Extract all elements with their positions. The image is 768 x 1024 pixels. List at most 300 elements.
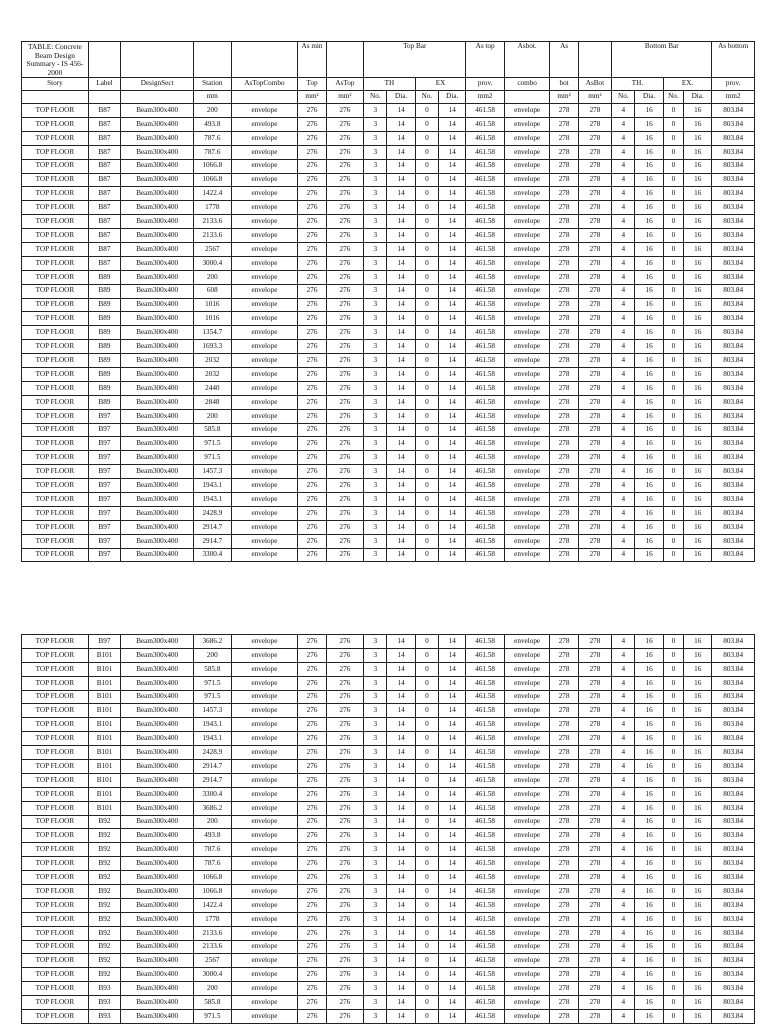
table-row — [22, 718, 755, 732]
cell-bot-th-dia: 16 — [635, 648, 663, 662]
cell-top-th-no: 3 — [364, 732, 387, 746]
cell-asbot: 278 — [578, 857, 611, 871]
cell-astop: 276 — [326, 843, 363, 857]
cell-astop: 276 — [326, 898, 363, 912]
cell-label: B97 — [88, 493, 120, 507]
cell-asbot: 278 — [578, 312, 611, 326]
cell-asbot: 278 — [578, 354, 611, 368]
cell-as-bot: 278 — [550, 367, 578, 381]
cell-top-ex-dia: 14 — [439, 437, 466, 451]
cell-astop-combo: envelope — [231, 340, 298, 354]
table-row — [22, 117, 755, 131]
cell-story: TOP FLOOR — [22, 201, 89, 215]
cell-top-th-dia: 14 — [387, 954, 415, 968]
cell-bot-ex-no: 0 — [663, 885, 683, 899]
cell-top-ex-no: 0 — [415, 548, 438, 562]
cell-design-sect: Beam300x400 — [121, 520, 194, 534]
table-row — [22, 982, 755, 996]
cell-top-ex-dia: 14 — [439, 843, 466, 857]
cell-asbot: 278 — [578, 326, 611, 340]
cell-astop: 276 — [326, 648, 363, 662]
cell-top-ex-no: 0 — [415, 690, 438, 704]
cell-asbot-combo: envelope — [504, 676, 550, 690]
cell-asbot-combo: envelope — [504, 506, 550, 520]
col-prov-bottom: prov. — [712, 78, 755, 91]
cell-astop-prov: 461.58 — [466, 746, 504, 760]
table-title: TABLE: Concrete Beam Design Summary - IS 456-2000 — [22, 42, 89, 78]
cell-astop-prov: 461.58 — [466, 801, 504, 815]
col-design-sect: DesignSect — [121, 78, 194, 91]
cell-asbot: 278 — [578, 145, 611, 159]
cell-label: B89 — [88, 284, 120, 298]
cell-asbot: 278 — [578, 676, 611, 690]
cell-bot-ex-no: 0 — [663, 898, 683, 912]
cell-top-th-dia: 14 — [387, 465, 415, 479]
cell-top-th-no: 3 — [364, 451, 387, 465]
table-row — [22, 493, 755, 507]
cell-as-bot: 278 — [550, 843, 578, 857]
cell-asbot-combo: envelope — [504, 479, 550, 493]
cell-asbot: 278 — [578, 534, 611, 548]
cell-top-th-no: 3 — [364, 465, 387, 479]
cell-as-bot: 278 — [550, 270, 578, 284]
cell-asbot-prov: 803.84 — [712, 256, 755, 270]
cell-station: 2914.7 — [194, 520, 231, 534]
cell-top-ex-dia: 14 — [439, 367, 466, 381]
cell-top-ex-dia: 14 — [439, 187, 466, 201]
cell-station: 493.8 — [194, 117, 231, 131]
cell-top-ex-no: 0 — [415, 354, 438, 368]
cell-as-bot: 278 — [550, 381, 578, 395]
cell-station: 1943.1 — [194, 493, 231, 507]
cell-station: 971.5 — [194, 676, 231, 690]
cell-top-ex-dia: 14 — [439, 173, 466, 187]
cell-bot-ex-no: 0 — [663, 520, 683, 534]
cell-top-ex-no: 0 — [415, 857, 438, 871]
cell-label: B97 — [88, 520, 120, 534]
cell-asbot-prov: 803.84 — [712, 187, 755, 201]
cell-astop-prov: 461.58 — [466, 704, 504, 718]
cell-bot-ex-dia: 16 — [684, 857, 712, 871]
cell-station: 493.8 — [194, 829, 231, 843]
cell-top-ex-no: 0 — [415, 395, 438, 409]
cell-top-th-no: 3 — [364, 270, 387, 284]
cell-label: B89 — [88, 354, 120, 368]
cell-astop-prov: 461.58 — [466, 187, 504, 201]
cell-top-ex-dia: 14 — [439, 773, 466, 787]
cell-top-th-no: 3 — [364, 506, 387, 520]
col-bot: bot — [550, 78, 578, 91]
cell-bot-ex-no: 0 — [663, 340, 683, 354]
cell-top-th-no: 3 — [364, 479, 387, 493]
cell-label: B92 — [88, 871, 120, 885]
cell-bot-ex-dia: 16 — [684, 187, 712, 201]
cell-as-min: 276 — [298, 131, 326, 145]
cell-bot-th-dia: 16 — [635, 662, 663, 676]
cell-astop-prov: 461.58 — [466, 760, 504, 774]
cell-astop: 276 — [326, 104, 363, 118]
cell-bot-ex-dia: 16 — [684, 940, 712, 954]
cell-label: B101 — [88, 787, 120, 801]
cell-top-th-dia: 14 — [387, 340, 415, 354]
cell-story: TOP FLOOR — [22, 1010, 89, 1024]
cell-label: B89 — [88, 340, 120, 354]
cell-astop-prov: 461.58 — [466, 312, 504, 326]
cell-label: B87 — [88, 215, 120, 229]
cell-asbot-prov: 803.84 — [712, 926, 755, 940]
cell-story: TOP FLOOR — [22, 635, 89, 649]
cell-astop-prov: 461.58 — [466, 635, 504, 649]
cell-story: TOP FLOOR — [22, 312, 89, 326]
cell-bot-th-no: 4 — [612, 145, 635, 159]
cell-asbot-prov: 803.84 — [712, 954, 755, 968]
cell-asbot-combo: envelope — [504, 298, 550, 312]
cell-bot-ex-dia: 16 — [684, 381, 712, 395]
table-row — [22, 885, 755, 899]
cell-bot-ex-dia: 16 — [684, 159, 712, 173]
cell-as-min: 276 — [298, 256, 326, 270]
cell-bot-th-dia: 16 — [635, 340, 663, 354]
cell-astop-prov: 461.58 — [466, 284, 504, 298]
cell-story: TOP FLOOR — [22, 548, 89, 562]
unit-cell: mm² — [550, 91, 578, 104]
cell-astop-prov: 461.58 — [466, 662, 504, 676]
cell-top-th-dia: 14 — [387, 187, 415, 201]
cell-label: B101 — [88, 718, 120, 732]
cell-as-min: 276 — [298, 409, 326, 423]
cell-story: TOP FLOOR — [22, 242, 89, 256]
cell-top-th-dia: 14 — [387, 1010, 415, 1024]
cell-label: B87 — [88, 173, 120, 187]
cell-top-ex-dia: 14 — [439, 409, 466, 423]
cell-design-sect: Beam300x400 — [121, 215, 194, 229]
cell-top-th-dia: 14 — [387, 479, 415, 493]
cell-asbot: 278 — [578, 104, 611, 118]
cell-as-min: 276 — [298, 451, 326, 465]
cell-as-min: 276 — [298, 843, 326, 857]
cell-top-ex-no: 0 — [415, 506, 438, 520]
cell-bot-ex-dia: 16 — [684, 493, 712, 507]
cell-top-th-dia: 14 — [387, 298, 415, 312]
cell-asbot-combo: envelope — [504, 801, 550, 815]
cell-story: TOP FLOOR — [22, 117, 89, 131]
cell-design-sect: Beam300x400 — [121, 423, 194, 437]
cell-astop-combo: envelope — [231, 145, 298, 159]
cell-top-th-no: 3 — [364, 229, 387, 243]
cell-label: B87 — [88, 159, 120, 173]
cell-astop: 276 — [326, 201, 363, 215]
cell-top-th-no: 3 — [364, 256, 387, 270]
cell-as-min: 276 — [298, 548, 326, 562]
cell-label: B93 — [88, 996, 120, 1010]
cell-astop: 276 — [326, 187, 363, 201]
cell-asbot-prov: 803.84 — [712, 159, 755, 173]
cell-asbot: 278 — [578, 367, 611, 381]
cell-asbot-combo: envelope — [504, 885, 550, 899]
cell-astop: 276 — [326, 662, 363, 676]
cell-asbot-combo: envelope — [504, 437, 550, 451]
table-row — [22, 940, 755, 954]
cell-top-ex-no: 0 — [415, 201, 438, 215]
cell-top-ex-no: 0 — [415, 982, 438, 996]
table-row — [22, 829, 755, 843]
cell-asbot: 278 — [578, 648, 611, 662]
cell-top-ex-dia: 14 — [439, 451, 466, 465]
cell-as-min: 276 — [298, 270, 326, 284]
cell-as-min: 276 — [298, 326, 326, 340]
cell-top-th-dia: 14 — [387, 912, 415, 926]
cell-as-min: 276 — [298, 145, 326, 159]
cell-bot-ex-dia: 16 — [684, 117, 712, 131]
cell-story: TOP FLOOR — [22, 801, 89, 815]
col-story: Story — [22, 78, 89, 91]
table-row — [22, 326, 755, 340]
cell-astop-prov: 461.58 — [466, 912, 504, 926]
cell-astop: 276 — [326, 996, 363, 1010]
cell-top-th-dia: 14 — [387, 104, 415, 118]
cell-asbot-prov: 803.84 — [712, 201, 755, 215]
cell-top-th-no: 3 — [364, 773, 387, 787]
cell-story: TOP FLOOR — [22, 968, 89, 982]
cell-asbot-prov: 803.84 — [712, 131, 755, 145]
cell-bot-ex-dia: 16 — [684, 732, 712, 746]
cell-top-th-dia: 14 — [387, 815, 415, 829]
cell-astop-prov: 461.58 — [466, 968, 504, 982]
cell-top-th-no: 3 — [364, 187, 387, 201]
table-row — [22, 773, 755, 787]
cell-asbot-prov: 803.84 — [712, 648, 755, 662]
cell-bot-ex-dia: 16 — [684, 801, 712, 815]
cell-as-bot: 278 — [550, 662, 578, 676]
cell-design-sect: Beam300x400 — [121, 534, 194, 548]
cell-bot-th-dia: 16 — [635, 242, 663, 256]
cell-asbot-prov: 803.84 — [712, 534, 755, 548]
cell-top-ex-dia: 14 — [439, 982, 466, 996]
cell-as-bot: 278 — [550, 312, 578, 326]
cell-bot-ex-dia: 16 — [684, 506, 712, 520]
cell-top-ex-no: 0 — [415, 648, 438, 662]
cell-station: 787.6 — [194, 843, 231, 857]
cell-top-th-no: 3 — [364, 117, 387, 131]
cell-bot-ex-no: 0 — [663, 829, 683, 843]
cell-as-min: 276 — [298, 940, 326, 954]
cell-top-ex-no: 0 — [415, 732, 438, 746]
cell-bot-ex-no: 0 — [663, 104, 683, 118]
cell-top-ex-dia: 14 — [439, 201, 466, 215]
cell-as-min: 276 — [298, 201, 326, 215]
cell-asbot-prov: 803.84 — [712, 773, 755, 787]
cell-design-sect: Beam300x400 — [121, 229, 194, 243]
cell-as-min: 276 — [298, 926, 326, 940]
cell-bot-ex-dia: 16 — [684, 676, 712, 690]
cell-bot-ex-no: 0 — [663, 718, 683, 732]
col-combo: combo — [504, 78, 550, 91]
cell-bot-ex-no: 0 — [663, 760, 683, 774]
cell-bot-ex-dia: 16 — [684, 662, 712, 676]
cell-top-ex-no: 0 — [415, 898, 438, 912]
cell-asbot-combo: envelope — [504, 312, 550, 326]
cell-station: 787.6 — [194, 131, 231, 145]
cell-design-sect: Beam300x400 — [121, 242, 194, 256]
cell-top-ex-no: 0 — [415, 635, 438, 649]
cell-as-bot: 278 — [550, 159, 578, 173]
table-row — [22, 104, 755, 118]
cell-asbot: 278 — [578, 465, 611, 479]
cell-station: 1943.1 — [194, 479, 231, 493]
cell-top-th-dia: 14 — [387, 381, 415, 395]
cell-as-bot: 278 — [550, 746, 578, 760]
cell-bot-ex-dia: 16 — [684, 885, 712, 899]
cell-bot-ex-no: 0 — [663, 229, 683, 243]
cell-astop-combo: envelope — [231, 312, 298, 326]
cell-bot-ex-no: 0 — [663, 256, 683, 270]
cell-asbot-prov: 803.84 — [712, 718, 755, 732]
cell-bot-ex-no: 0 — [663, 479, 683, 493]
cell-top-th-no: 3 — [364, 662, 387, 676]
cell-top-ex-dia: 14 — [439, 131, 466, 145]
cell-asbot-prov: 803.84 — [712, 996, 755, 1010]
cell-top-th-no: 3 — [364, 409, 387, 423]
cell-design-sect: Beam300x400 — [121, 843, 194, 857]
cell-story: TOP FLOOR — [22, 284, 89, 298]
cell-top-th-no: 3 — [364, 1010, 387, 1024]
cell-astop-prov: 461.58 — [466, 242, 504, 256]
cell-bot-ex-no: 0 — [663, 912, 683, 926]
cell-bot-ex-no: 0 — [663, 635, 683, 649]
cell-as-min: 276 — [298, 229, 326, 243]
cell-astop: 276 — [326, 381, 363, 395]
cell-top-ex-dia: 14 — [439, 423, 466, 437]
cell-asbot-combo: envelope — [504, 229, 550, 243]
cell-top-th-dia: 14 — [387, 284, 415, 298]
cell-story: TOP FLOOR — [22, 857, 89, 871]
table-row — [22, 395, 755, 409]
cell-asbot: 278 — [578, 898, 611, 912]
cell-astop-combo: envelope — [231, 173, 298, 187]
cell-bot-ex-dia: 16 — [684, 465, 712, 479]
cell-bot-th-no: 4 — [612, 690, 635, 704]
cell-asbot-combo: envelope — [504, 256, 550, 270]
cell-as-bot: 278 — [550, 982, 578, 996]
cell-story: TOP FLOOR — [22, 395, 89, 409]
cell-bot-th-no: 4 — [612, 506, 635, 520]
cell-top-ex-dia: 14 — [439, 996, 466, 1010]
cell-as-bot: 278 — [550, 326, 578, 340]
cell-top-th-no: 3 — [364, 857, 387, 871]
cell-bot-ex-dia: 16 — [684, 718, 712, 732]
cell-top-th-no: 3 — [364, 437, 387, 451]
cell-as-bot: 278 — [550, 298, 578, 312]
cell-asbot-combo: envelope — [504, 635, 550, 649]
cell-as-bot: 278 — [550, 229, 578, 243]
cell-asbot-prov: 803.84 — [712, 760, 755, 774]
unit-cell: mm² — [298, 91, 326, 104]
cell-label: B97 — [88, 548, 120, 562]
cell-as-bot: 278 — [550, 409, 578, 423]
cell-asbot: 278 — [578, 451, 611, 465]
cell-label: B92 — [88, 843, 120, 857]
cell-astop-combo: envelope — [231, 898, 298, 912]
cell-top-th-dia: 14 — [387, 520, 415, 534]
cell-top-th-no: 3 — [364, 787, 387, 801]
cell-bot-ex-no: 0 — [663, 732, 683, 746]
cell-bot-ex-no: 0 — [663, 982, 683, 996]
cell-bot-th-dia: 16 — [635, 940, 663, 954]
cell-astop-prov: 461.58 — [466, 982, 504, 996]
cell-bot-th-dia: 16 — [635, 534, 663, 548]
cell-top-th-no: 3 — [364, 104, 387, 118]
cell-top-ex-dia: 14 — [439, 381, 466, 395]
unit-cell: mm — [194, 91, 231, 104]
cell-asbot: 278 — [578, 926, 611, 940]
cell-asbot: 278 — [578, 885, 611, 899]
cell-top-ex-dia: 14 — [439, 648, 466, 662]
cell-asbot-prov: 803.84 — [712, 871, 755, 885]
cell-asbot-prov: 803.84 — [712, 801, 755, 815]
unit-cell: Dia. — [635, 91, 663, 104]
cell-label: B89 — [88, 326, 120, 340]
cell-label: B101 — [88, 746, 120, 760]
cell-top-th-dia: 14 — [387, 256, 415, 270]
cell-top-ex-dia: 14 — [439, 940, 466, 954]
cell-asbot: 278 — [578, 732, 611, 746]
cell-as-bot: 278 — [550, 912, 578, 926]
cell-design-sect: Beam300x400 — [121, 801, 194, 815]
cell-top-ex-no: 0 — [415, 381, 438, 395]
cell-asbot: 278 — [578, 718, 611, 732]
cell-top-th-no: 3 — [364, 312, 387, 326]
cell-top-ex-no: 0 — [415, 676, 438, 690]
cell-design-sect: Beam300x400 — [121, 256, 194, 270]
cell-astop-prov: 461.58 — [466, 954, 504, 968]
cell-asbot-combo: envelope — [504, 982, 550, 996]
cell-asbot: 278 — [578, 912, 611, 926]
cell-station: 3000.4 — [194, 968, 231, 982]
cell-as-bot: 278 — [550, 732, 578, 746]
cell-astop: 276 — [326, 451, 363, 465]
cell-asbot-prov: 803.84 — [712, 746, 755, 760]
cell-as-min: 276 — [298, 857, 326, 871]
cell-station: 1457.3 — [194, 465, 231, 479]
cell-top-th-dia: 14 — [387, 215, 415, 229]
cell-as-min: 276 — [298, 506, 326, 520]
cell-bot-ex-no: 0 — [663, 451, 683, 465]
cell-top-th-dia: 14 — [387, 829, 415, 843]
cell-design-sect: Beam300x400 — [121, 117, 194, 131]
cell-bot-ex-no: 0 — [663, 787, 683, 801]
cell-asbot-combo: envelope — [504, 159, 550, 173]
cell-bot-th-no: 4 — [612, 648, 635, 662]
cell-top-th-dia: 14 — [387, 409, 415, 423]
cell-asbot: 278 — [578, 843, 611, 857]
cell-bot-th-no: 4 — [612, 298, 635, 312]
cell-story: TOP FLOOR — [22, 423, 89, 437]
cell-bot-th-no: 4 — [612, 131, 635, 145]
cell-as-min: 276 — [298, 690, 326, 704]
cell-bot-th-no: 4 — [612, 381, 635, 395]
cell-asbot: 278 — [578, 787, 611, 801]
cell-top-ex-no: 0 — [415, 270, 438, 284]
cell-astop-combo: envelope — [231, 760, 298, 774]
cell-bot-th-no: 4 — [612, 996, 635, 1010]
cell-top-th-no: 3 — [364, 690, 387, 704]
cell-story: TOP FLOOR — [22, 760, 89, 774]
cell-story: TOP FLOOR — [22, 104, 89, 118]
cell-design-sect: Beam300x400 — [121, 145, 194, 159]
cell-bot-th-no: 4 — [612, 409, 635, 423]
cell-bot-th-no: 4 — [612, 801, 635, 815]
cell-astop-prov: 461.58 — [466, 451, 504, 465]
